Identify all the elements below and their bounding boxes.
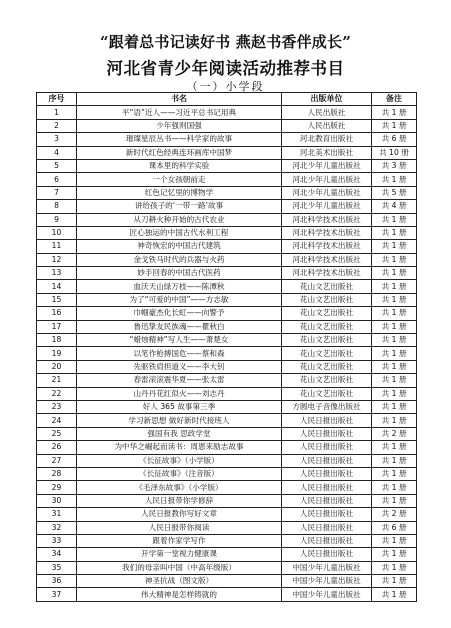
cell-index: 12 [37, 253, 77, 266]
table-row [37, 200, 417, 213]
book-list-table [36, 92, 417, 602]
cell-book-title: 伟大精神是怎样铸就的 [77, 588, 282, 601]
cell-book-title: 璀璨星辰丛书——科学家的故事 [77, 133, 282, 146]
cell-note: 共 1 册 [372, 374, 417, 387]
cell-book-title: 先驱铁肩担道义——李大钊 [77, 360, 282, 373]
cell-index: 18 [37, 334, 77, 347]
table-row [37, 240, 417, 253]
cell-book-title: 好人 365 故事第三季 [77, 400, 282, 413]
cell-publisher: 河北教育出版社 [282, 133, 372, 146]
cell-book-title: 人民日报带你阅读 [77, 521, 282, 534]
cell-publisher: 河北科学技术出版社 [282, 253, 372, 266]
cell-index: 19 [37, 347, 77, 360]
cell-publisher: 河北少年儿童出版社 [282, 186, 372, 199]
cell-book-title: 山丹丹花红似火——刘志丹 [77, 387, 282, 400]
cell-publisher: 中国少年儿童出版社 [282, 561, 372, 574]
table-row [37, 508, 417, 521]
cell-publisher: 人民日报出版社 [282, 441, 372, 454]
cell-note: 共 1 册 [372, 467, 417, 480]
table-row [37, 320, 417, 333]
cell-book-title: 开学第一堂视力健康课 [77, 548, 282, 561]
table-row [37, 467, 417, 480]
table-row [37, 481, 417, 494]
cell-index: 21 [37, 374, 77, 387]
cell-publisher: 方圆电子音像出版社 [282, 400, 372, 413]
cell-publisher: 人民日报出版社 [282, 521, 372, 534]
table-row [37, 213, 417, 226]
cell-note: 共 1 册 [372, 561, 417, 574]
cell-note: 共 1 册 [372, 267, 417, 280]
cell-note: 共 4 册 [372, 200, 417, 213]
cell-book-title: 从刀耕火种开始的古代农业 [77, 213, 282, 226]
cell-note: 共 6 册 [372, 521, 417, 534]
cell-publisher: 花山文艺出版社 [282, 360, 372, 373]
cell-book-title: 学习新思想 做好新时代接班人 [77, 414, 282, 427]
cell-note: 共 1 册 [372, 119, 417, 132]
cell-index: 7 [37, 186, 77, 199]
cell-book-title: 鲁迅挚友民族魂——瞿秋白 [77, 320, 282, 333]
cell-publisher: 河北科学技术出版社 [282, 226, 372, 239]
table-row [37, 454, 417, 467]
table-row [37, 334, 417, 347]
table-row [37, 226, 417, 239]
cell-book-title: 神奇恢宏的中国古代建筑 [77, 240, 282, 253]
cell-note: 共 1 册 [372, 454, 417, 467]
cell-note: 共 1 册 [372, 213, 417, 226]
cell-index: 8 [37, 200, 77, 213]
cell-publisher: 花山文艺出版社 [282, 320, 372, 333]
cell-index: 20 [37, 360, 77, 373]
cell-publisher: 人民日报出版社 [282, 481, 372, 494]
cell-note: 共 1 册 [372, 360, 417, 373]
cell-index: 11 [37, 240, 77, 253]
title-line-1: “跟着总书记读好书 燕赵书香伴成长” [99, 33, 352, 51]
table-row [37, 521, 417, 534]
table-row [37, 534, 417, 547]
cell-book-title: 课本里的科学实验 [77, 159, 282, 172]
cell-book-title: 人民日报带你学修辞 [77, 494, 282, 507]
cell-note: 共 3 册 [372, 159, 417, 172]
cell-index: 34 [37, 548, 77, 561]
cell-book-title: 血沃天山绿万枝——陈潭秋 [77, 280, 282, 293]
cell-index: 28 [37, 467, 77, 480]
cell-book-title: 《毛泽东故事》（小学版） [77, 481, 282, 494]
cell-publisher: 河北科学技术出版社 [282, 213, 372, 226]
cell-book-title: 强国有我 思政学堂 [77, 427, 282, 440]
cell-index: 27 [37, 454, 77, 467]
table-row [37, 159, 417, 172]
cell-book-title: 人民日报教你写好文章 [77, 508, 282, 521]
cell-publisher: 河北少年儿童出版社 [282, 159, 372, 172]
table-row [37, 186, 417, 199]
cell-publisher: 河北科学技术出版社 [282, 267, 372, 280]
cell-index: 17 [37, 320, 77, 333]
cell-book-title: 《长征故事》（小学版） [77, 454, 282, 467]
cell-index: 30 [37, 494, 77, 507]
cell-publisher: 花山文艺出版社 [282, 293, 372, 306]
cell-publisher: 河北少年儿童出版社 [282, 173, 372, 186]
cell-publisher: 花山文艺出版社 [282, 374, 372, 387]
table-row [37, 293, 417, 306]
cell-index: 16 [37, 307, 77, 320]
table-row [37, 280, 417, 293]
table-row [37, 414, 417, 427]
table-row [37, 307, 417, 320]
cell-publisher: 河北美术出版社 [282, 146, 372, 159]
cell-index: 4 [37, 146, 77, 159]
table-row [37, 146, 417, 159]
cell-publisher: 人民日报出版社 [282, 508, 372, 521]
cell-book-title: 红色记忆里的博物学 [77, 186, 282, 199]
cell-note: 共 1 册 [372, 481, 417, 494]
cell-publisher: 中国少年儿童出版社 [282, 575, 372, 588]
table-row [37, 253, 417, 266]
cell-publisher: 人民日报出版社 [282, 414, 372, 427]
cell-publisher: 花山文艺出版社 [282, 280, 372, 293]
cell-publisher: 中国少年儿童出版社 [282, 588, 372, 601]
cell-note: 共 1 册 [372, 307, 417, 320]
table-row [37, 106, 417, 119]
cell-note: 共 2 册 [372, 508, 417, 521]
table-row [37, 548, 417, 561]
header-index: 序号 [37, 93, 77, 106]
title-line-2: 河北省青少年阅读活动推荐书目 [106, 59, 345, 78]
table-row [37, 427, 417, 440]
cell-index: 22 [37, 387, 77, 400]
table-header [37, 93, 417, 106]
cell-note: 共 2 册 [372, 427, 417, 440]
table-row [37, 441, 417, 454]
cell-index: 29 [37, 481, 77, 494]
header-row [37, 93, 417, 106]
cell-book-title: 春雷滚滚震华夏——张太雷 [77, 374, 282, 387]
table-row [37, 400, 417, 413]
cell-index: 3 [37, 133, 77, 146]
section-title: （一）小学段 [186, 80, 265, 93]
cell-publisher: 人民日报出版社 [282, 427, 372, 440]
cell-note: 共 1 册 [372, 400, 417, 413]
cell-publisher: 人民出版社 [282, 106, 372, 119]
table-row [37, 119, 417, 132]
table-row [37, 575, 417, 588]
cell-note: 共 1 册 [372, 494, 417, 507]
cell-index: 36 [37, 575, 77, 588]
cell-book-title: 巾帼豪杰化长虹——向警予 [77, 307, 282, 320]
cell-book-title: 《长征故事》（注音版） [77, 467, 282, 480]
cell-book-title: 为中华之崛起而读书：周恩来励志故事 [77, 441, 282, 454]
table-row [37, 494, 417, 507]
cell-note: 共 1 册 [372, 575, 417, 588]
cell-publisher: 人民日报出版社 [282, 534, 372, 547]
cell-index: 24 [37, 414, 77, 427]
cell-publisher: 人民日报出版社 [282, 467, 372, 480]
cell-publisher: 人民日报出版社 [282, 454, 372, 467]
cell-index: 23 [37, 400, 77, 413]
cell-index: 1 [37, 106, 77, 119]
table-row [37, 588, 417, 601]
cell-book-title: 一个女孩朝前走 [77, 173, 282, 186]
cell-index: 14 [37, 280, 77, 293]
cell-publisher: 花山文艺出版社 [282, 307, 372, 320]
cell-note: 共 1 册 [372, 534, 417, 547]
cell-index: 5 [37, 159, 77, 172]
cell-index: 26 [37, 441, 77, 454]
cell-note: 共 1 册 [372, 441, 417, 454]
cell-note: 共 1 册 [372, 548, 417, 561]
cell-index: 32 [37, 521, 77, 534]
cell-index: 6 [37, 173, 77, 186]
table-row [37, 347, 417, 360]
table-row [37, 267, 417, 280]
table-row [37, 387, 417, 400]
header-note: 备注 [372, 93, 417, 106]
cell-book-title: 金戈铁马时代的兵器与火药 [77, 253, 282, 266]
cell-note: 共 1 册 [372, 334, 417, 347]
cell-index: 13 [37, 267, 77, 280]
cell-note: 共 10 册 [372, 146, 417, 159]
table-row [37, 360, 417, 373]
cell-book-title: 以笔作枪搏国危——蔡和森 [77, 347, 282, 360]
cell-note: 共 5 册 [372, 186, 417, 199]
cell-publisher: 人民日报出版社 [282, 548, 372, 561]
cell-index: 33 [37, 534, 77, 547]
cell-index: 9 [37, 213, 77, 226]
cell-publisher: 花山文艺出版社 [282, 334, 372, 347]
cell-book-title: 新时代红色经典连环画库中国梦 [77, 146, 282, 159]
header-publisher: 出版单位 [282, 93, 372, 106]
cell-note: 共 1 册 [372, 226, 417, 239]
table-row [37, 561, 417, 574]
cell-index: 31 [37, 508, 77, 521]
cell-publisher: 花山文艺出版社 [282, 347, 372, 360]
cell-index: 10 [37, 226, 77, 239]
table-row [37, 133, 417, 146]
cell-index: 37 [37, 588, 77, 601]
cell-note: 共 1 册 [372, 106, 417, 119]
cell-book-title: 神圣抗战（图文版） [77, 575, 282, 588]
cell-book-title: 讲给孩子的‘一带一路’故事 [77, 200, 282, 213]
cell-publisher: 人民日报出版社 [282, 494, 372, 507]
cell-note: 共 1 册 [372, 253, 417, 266]
cell-note: 共 1 册 [372, 293, 417, 306]
cell-book-title: “蜡烛精神”写人生——萧楚女 [77, 334, 282, 347]
cell-note: 共 1 册 [372, 320, 417, 333]
cell-index: 15 [37, 293, 77, 306]
cell-index: 25 [37, 427, 77, 440]
table-row [37, 173, 417, 186]
cell-note: 共 1 册 [372, 173, 417, 186]
cell-book-title: 我们的母亲叫中国（中高年级版） [77, 561, 282, 574]
cell-index: 35 [37, 561, 77, 574]
cell-book-title: 为了“可爱的中国”——方志敏 [77, 293, 282, 306]
cell-index: 2 [37, 119, 77, 132]
cell-note: 共 6 册 [372, 133, 417, 146]
cell-note: 共 1 册 [372, 387, 417, 400]
cell-book-title: 妙手回春的中国古代医药 [77, 267, 282, 280]
cell-publisher: 河北科学技术出版社 [282, 240, 372, 253]
cell-book-title: 平“语”近人——习近平总书记用典 [77, 106, 282, 119]
cell-publisher: 河北少年儿童出版社 [282, 200, 372, 213]
cell-note: 共 1 册 [372, 280, 417, 293]
cell-note: 共 1 册 [372, 588, 417, 601]
cell-note: 共 1 册 [372, 347, 417, 360]
cell-book-title: 匠心独运的中国古代水利工程 [77, 226, 282, 239]
cell-book-title: 跟着作家学写作 [77, 534, 282, 547]
cell-note: 共 1 册 [372, 414, 417, 427]
table-body [37, 106, 417, 601]
table-row [37, 374, 417, 387]
header-book-title: 书名 [77, 93, 282, 106]
cell-note: 共 1 册 [372, 240, 417, 253]
cell-publisher: 人民出版社 [282, 119, 372, 132]
cell-publisher: 花山文艺出版社 [282, 387, 372, 400]
cell-book-title: 少年强则国强 [77, 119, 282, 132]
